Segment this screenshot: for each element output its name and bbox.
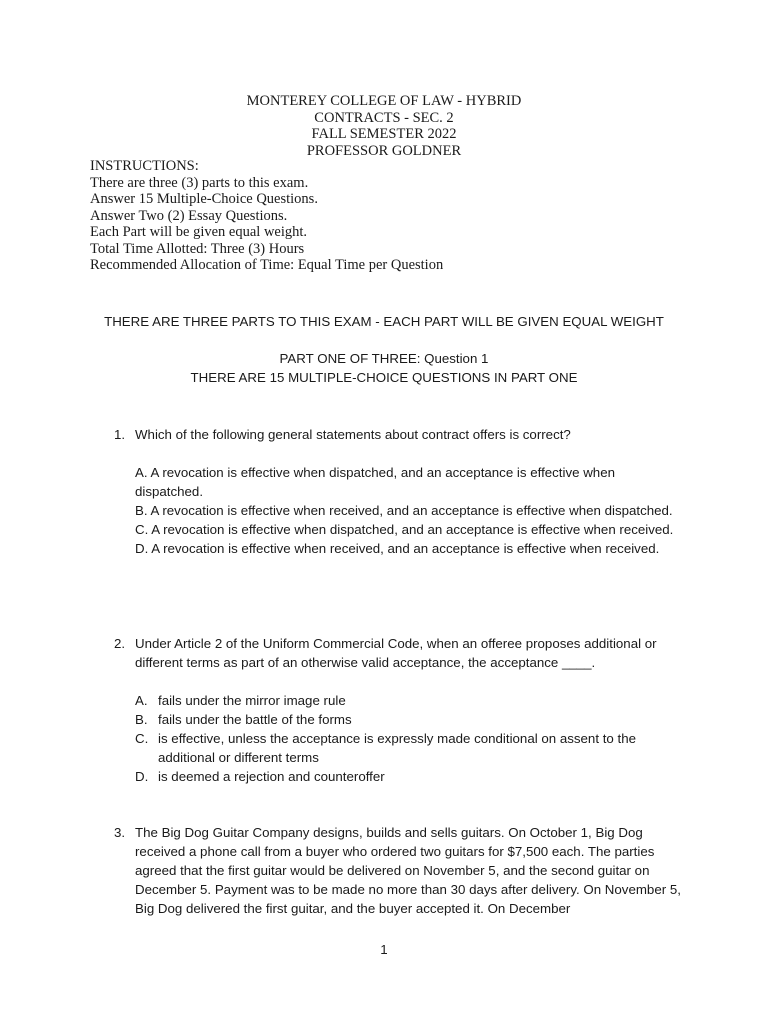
answer-option-a xyxy=(135,691,684,710)
answer-option-b xyxy=(135,710,684,729)
option-text: fails under the mirror image rule xyxy=(158,693,346,708)
instruction-line: Recommended Allocation of Time: Equal Time per Question xyxy=(90,257,444,273)
question-prompt: Under Article 2 of the Uniform Commercial Code, when an offeree proposes additional or different terms as part of an otherwise valid acceptance, the acceptance ____. xyxy=(135,636,657,670)
semester: FALL SEMESTER 2022 xyxy=(311,126,457,142)
question-1 xyxy=(114,425,684,558)
question-number: 3. xyxy=(114,825,126,840)
professor: PROFESSOR GOLDNER xyxy=(306,142,462,159)
question-prompt: The Big Dog Guitar Company designs, builds and sells guitars. On October 1, Big Dog received a phone call from a buyer who ordered two guitars for $7,500 each. The parties agreed that the first guitar would be delivered on November 5, and the second guitar on December 5. Payment was to be made no more than 30 days after delivery. On November 5, Big Dog delivered the first guitar, and the buyer accepted it. On December xyxy=(135,825,681,916)
instruction-line: Answer 15 Multiple-Choice Questions. xyxy=(90,191,318,207)
question-2 xyxy=(114,634,684,786)
option-letter: C. xyxy=(135,731,149,746)
answer-option-b: B. A revocation is effective when received, and an acceptance is effective when dispatched. xyxy=(135,503,673,518)
instruction-line: Answer Two (2) Essay Questions. xyxy=(90,207,288,224)
option-text: fails under the battle of the forms xyxy=(158,712,352,727)
answer-option-c xyxy=(135,729,684,767)
course-title: CONTRACTS - SEC. 2 xyxy=(314,109,454,126)
instruction-line: There are three (3) parts to this exam. xyxy=(90,174,309,191)
option-text: is effective, unless the acceptance is expressly made conditional on assent to the additional or different terms xyxy=(158,731,636,765)
answer-option-d: D. A revocation is effective when received, and an acceptance is effective when received. xyxy=(135,541,660,556)
instruction-line: Each Part will be given equal weight. xyxy=(90,224,308,240)
instructions-heading: INSTRUCTIONS: xyxy=(90,158,199,174)
question-number: 2. xyxy=(114,636,126,651)
answer-options xyxy=(114,691,684,786)
part-title: PART ONE OF THREE: Question 1 xyxy=(279,351,489,366)
option-letter: D. xyxy=(135,769,149,784)
exam-notice: THERE ARE THREE PARTS TO THIS EXAM - EACH PART WILL BE GIVEN EQUAL WEIGHT xyxy=(104,314,664,329)
instructions-block xyxy=(90,158,443,274)
question-prompt: Which of the following general statements about contract offers is correct? xyxy=(135,427,571,442)
part-subtitle: THERE ARE 15 MULTIPLE-CHOICE QUESTIONS IN PART ONE xyxy=(190,370,578,385)
question-number: 1. xyxy=(114,427,126,442)
option-letter: B. xyxy=(135,712,148,727)
answer-option-a: A. A revocation is effective when dispatched, and an acceptance is effective when dispatched. xyxy=(135,465,615,499)
question-3 xyxy=(114,823,684,918)
page-number: 1 xyxy=(380,942,388,957)
answer-option-c: C. A revocation is effective when dispatched, and an acceptance is effective when received. xyxy=(135,522,674,537)
answer-option-d xyxy=(135,767,684,786)
option-text: is deemed a rejection and counteroffer xyxy=(158,769,385,784)
answer-options xyxy=(135,463,684,558)
instruction-line: Total Time Allotted: Three (3) Hours xyxy=(90,240,305,257)
exam-header xyxy=(0,93,768,159)
option-letter: A. xyxy=(135,693,148,708)
school-title: MONTEREY COLLEGE OF LAW - HYBRID xyxy=(246,93,522,109)
